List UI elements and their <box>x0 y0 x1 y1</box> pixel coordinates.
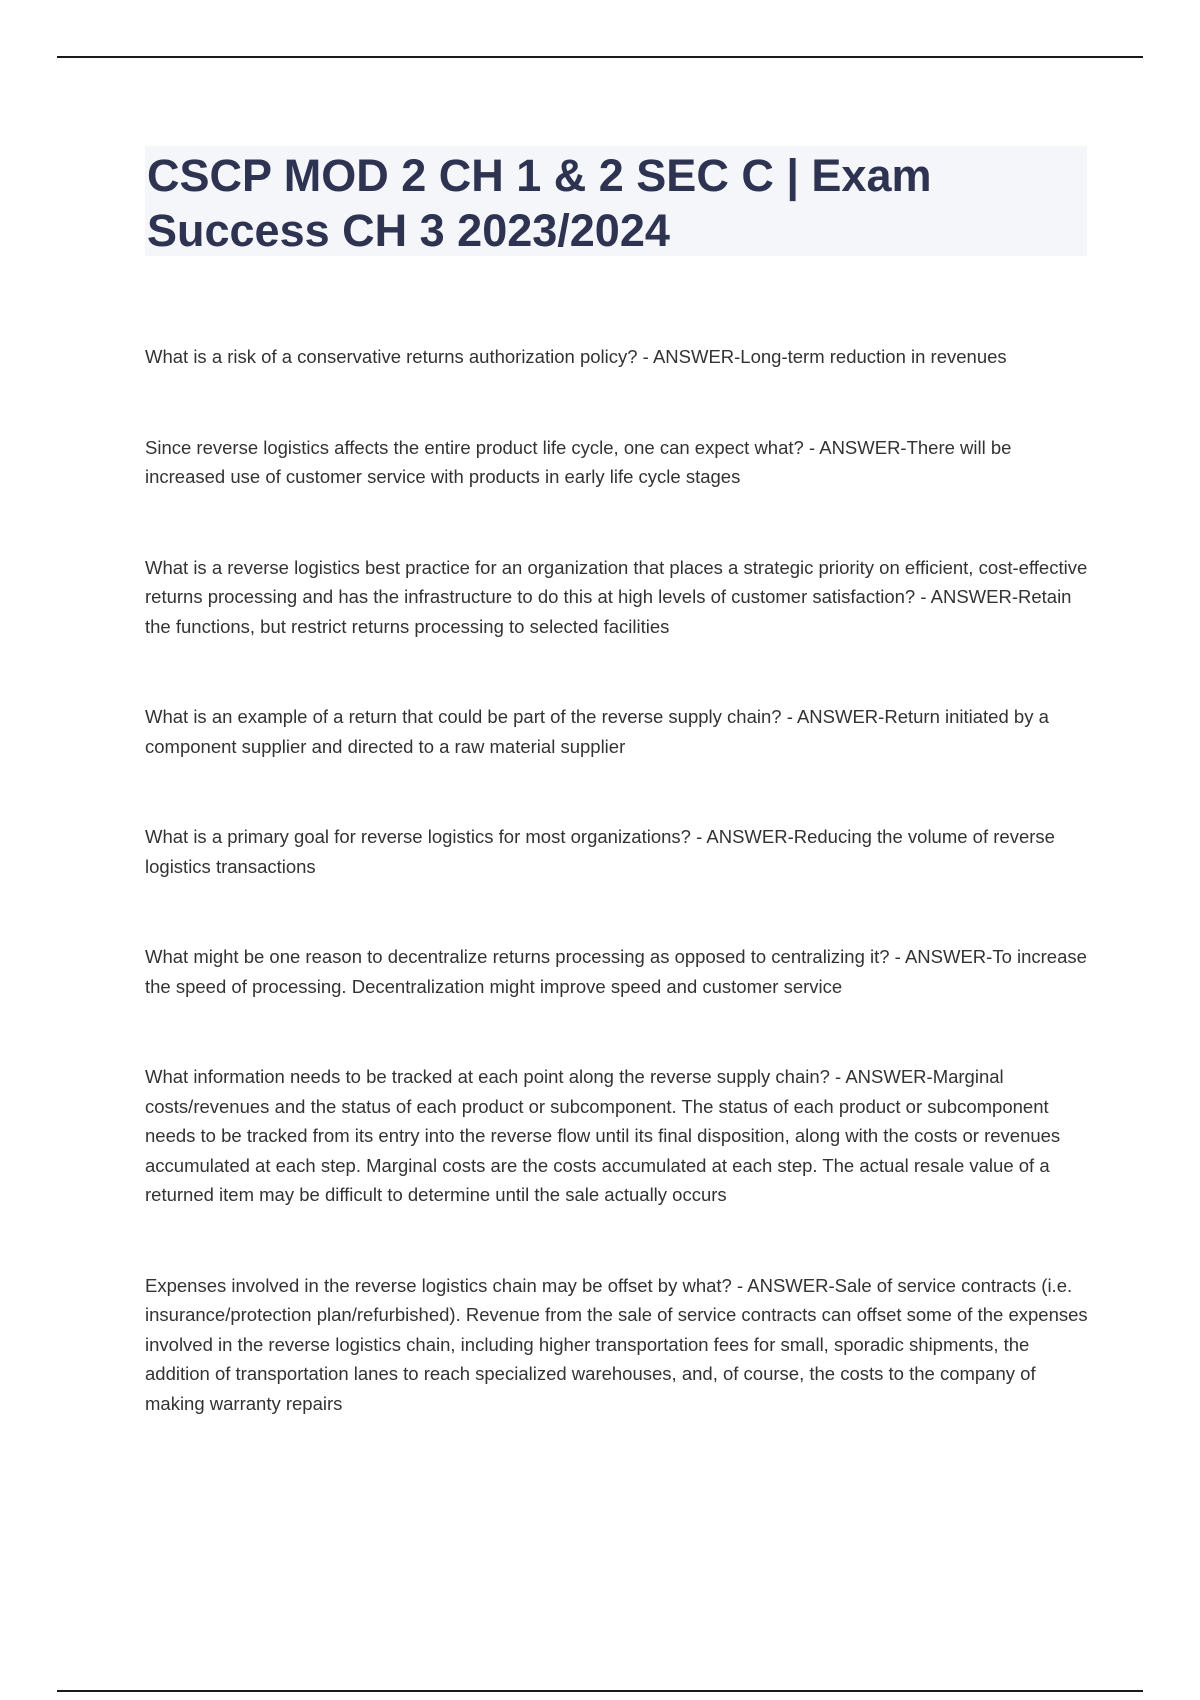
qa-item-7: What information needs to be tracked at each point along the reverse supply chain? - ANSWER-Marginal costs/revenues and the status of each product or subcomponent. The status of each product or subcomponent needs to be tracked from its entry into the reverse flow until its final disposition, along with the costs or revenues accumulated at each step. Marginal costs are the costs accumulated at each step. The actual resale value of a returned item may be difficult to determine until the sale actually occurs <box>145 1066 1061 1205</box>
qa-item-2: Since reverse logistics affects the entire product life cycle, one can expect what? - ANSWER-There will be increased use of customer service with products in early life cycle stages <box>145 436 1012 487</box>
top-divider <box>57 56 1143 58</box>
qa-item-5: What is a primary goal for reverse logistics for most organizations? - ANSWER-Reducing the volume of reverse logistics transactions <box>145 826 1055 877</box>
qa-item-3: What is a reverse logistics best practice for an organization that places a strategic priority on efficient, cost-effective returns processing and has the infrastructure to do this at high levels of customer satisfaction? - ANSWER-Retain the functions, but restrict returns processing to selected facilities <box>145 556 1088 637</box>
qa-item-4: What is an example of a return that could be part of the reverse supply chain? - ANSWER-Return initiated by a component supplier and directed to a raw material supplier <box>145 706 1049 757</box>
title-banner <box>145 146 1087 256</box>
qa-item-1: What is a risk of a conservative returns authorization policy? - ANSWER-Long-term reduction in revenues <box>145 346 1007 367</box>
qa-list <box>145 342 1090 1418</box>
bottom-divider <box>57 1690 1143 1692</box>
qa-item-6: What might be one reason to decentralize returns processing as opposed to centralizing it? - ANSWER-To increase the speed of processing. Decentralization might improve speed and customer service <box>145 946 1087 997</box>
page-title: CSCP MOD 2 CH 1 & 2 SEC C | Exam Success CH 3 2023/2024 <box>147 150 932 256</box>
qa-item-8: Expenses involved in the reverse logistics chain may be offset by what? - ANSWER-Sale of service contracts (i.e. insurance/protection plan/refurbished). Revenue from the sale of service contracts can offset some of the expenses involved in the reverse logistics chain, including higher transportation fees for small, sporadic shipments, the addition of transportation lanes to reach specialized warehouses, and, of course, the costs to the company of making warranty repairs <box>145 1274 1088 1414</box>
